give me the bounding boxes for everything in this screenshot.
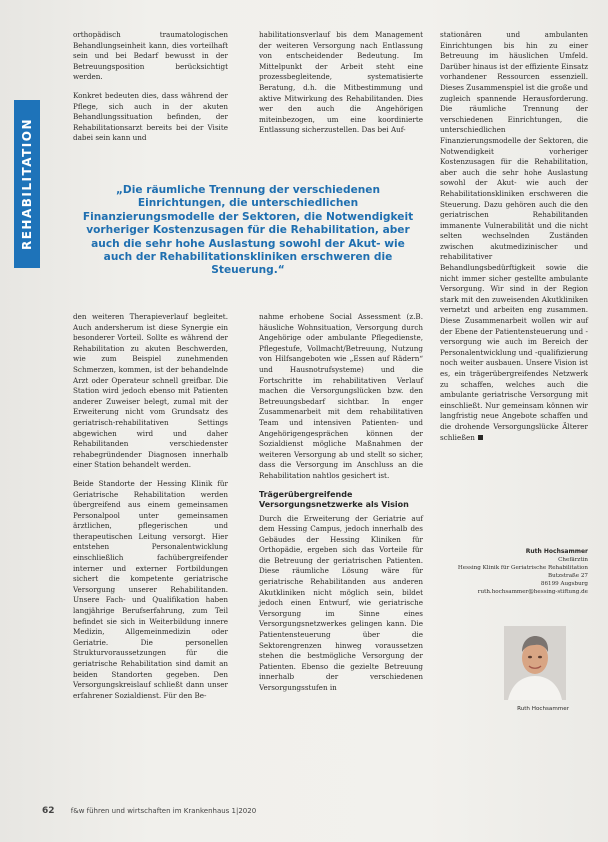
author-name: Ruth Hochsammer xyxy=(525,548,588,555)
page-footer xyxy=(42,806,256,816)
author-photo xyxy=(504,626,566,700)
author-box xyxy=(440,548,588,596)
paragraph: habilitationsverlauf bis dem Management der weiteren Versorgung nach Entlassung von entscheidender Bedeutung. Im Mittelpunkt der Arbeit steht eine prozessbegleitende, systematisierte Beratung, d.h. die Mitbestimmung und aktive Mitwirkung des Rehabilitanden. Dies wer den auch die Angehörigen miteinbezogen, um eine koordinierte Entlassung sicherzustellen. Das bei Auf- xyxy=(259,30,423,135)
paragraph: Konkret bedeuten dies, dass während der Pflege, sich auch in der akuten Behandlungssituation befinden, der Rehabilitationsarzt bereits bei der Visite dabei sein kann und xyxy=(73,90,228,143)
paragraph: orthopädisch traumatologischen Behandlungseinheit kann, dies vorteilhaft sein und bei Bedarf bewusst in der Betreuungsposition berücksichtigt werden. xyxy=(73,30,228,82)
photo-caption: Ruth Hochsammer xyxy=(517,706,569,712)
page-number: 62 xyxy=(42,806,55,816)
column-2-bottom xyxy=(259,312,423,702)
section-subheading: Trägerübergreifende Versorgungsnetzwerke als Vision xyxy=(259,489,409,509)
publication-name: f&w führen und wirtschaften im Krankenhaus 1|2020 xyxy=(70,807,257,815)
paragraph: Durch die Erweiterung der Geriatrie auf dem Hessing Campus, jedoch innerhalb des Gebäudes der Hessing Kliniken für Orthopädie, ergeben sich das Vorteile für die Betreuung der geriatrischen Patienten. Diese räumliche Lösung wäre für geriatrische Rehabilitanden aus anderen Akutkliniken nicht möglich sein, bildet jedoch einen Entwurf, wie geriatrische Versorgung im Sinne eines Versorgungsnetzwerkes gelingen kann. Die Patientensteuerung über die Sektorengrenzen hinweg voraussetzen stehen die bestmögliche Versorgung der Patienten. Ebenso die gezielte Betreuung innerhalb der verschiedenen Versorgungsstufen in xyxy=(259,513,423,692)
author-city: 86199 Augsburg xyxy=(540,581,588,587)
pull-quote: „Die räumliche Trennung der verschiedenen Einrichtungen, die unterschiedlichen Finanzierungsmodelle der Sektoren, die Notwendigkeit vorheriger Kostenzusagen für die Rehabilitation, aber auch die sehr hohe Auslastung sowohl der Akut- wie auch der Rehabilitationskliniken erschweren die Steuerung.“ xyxy=(82,184,414,277)
paragraph: nahme erhobene Social Assessment (z.B. häusliche Wohnsituation, Versorgung durch Angehörige oder ambulante Pflegedienste, Pflegestufe, Vollmacht/Betreuung, Nutzung von Hilfsangeboten wie „Essen auf Rädern“ und Hausnotrufsysteme) und die Fortschritte im rehabilitativen Verlauf machen die Versorgungslücken bzw. den Betreuungsbedarf sichtbar. In enger Zusammenarbeit mit dem rehabilitativen Team und intensiven Patienten- und Angehörigengesprächen können der Sozialdienst mögliche Maßnahmen der weiteren Versorgung ab und stellt so sicher, dass die Versorgung im Anschluss an die Rehabilitation nahtlos gesichert ist. xyxy=(259,312,423,480)
portrait-image xyxy=(504,626,566,700)
column-1-bottom xyxy=(73,312,228,709)
end-mark xyxy=(478,435,483,440)
paragraph-text: stationären und ambulanten Einrichtungen bis hin zu einer Betreuung im häuslichen Umfeld. Darüber hinaus ist der effiziente Einsatz vorhandener Ressourcen essenziell. Dieses Zusammenspiel ist die große und zugleich spannende Herausforderung. Die räumliche Trennung der verschiedenen Einrichtungen, die unterschiedlichen Finanzierungsmodelle der Sektoren, die Notwendigkeit vorheriger Kostenzusagen für die Rehabilitation, aber auch die sehr hohe Auslastung sowohl der Akut- wie auch der Rehabilitationskliniken erschweren die Steuerung. Dazu gehören auch die den geriatrischen Rehabilitanden immanente Vulnerabilität und die nicht selten wechselnden Zuständen zwischen akutmedizinischer und rehabilitativer Behandlungsbedürftigkeit sowie die nicht immer sicher gestellte ambulante Versorgung. Wir sind in der Region stark mit den zuweisenden Akutkliniken vernetzt und arbeiten eng zusammen. Diese Zusammenarbeit wollen wir auf der Ebene der Patientensteuerung und -versorgung wie auch im Bereich der Personalentwicklung und -qualifizierung noch weiter ausbauen. Unsere Vision ist es, ein trägerübergreifendes Netzwerk zu schaffen, welches auch die ambulante geriatrische Versorgung mit einschließt. Nur gemeinsam können wir langfristig neue Angebote schaffen und die drohende Versorgungslücke Älterer schließen xyxy=(440,30,588,442)
section-tab-label: REHABILITATION xyxy=(20,118,34,250)
column-2-top xyxy=(259,30,423,144)
author-role: Chefärztin xyxy=(558,557,588,563)
author-org: Hessing Klinik für Geriatrische Rehabilitation xyxy=(457,565,588,571)
author-street: Butzstraße 27 xyxy=(548,573,588,579)
column-1-top xyxy=(73,30,228,152)
paragraph: den weiteren Therapieverlauf begleitet. Auch andersherum ist diese Synergie ein besonderer Vorteil. Sollte es während der Rehabilitation zu akuten Beschwerden, wie zum Beispiel zunehmenden Schmerzen, kommen, ist der behandelnde Arzt oder Operateur schnell greifbar. Die Station wird jedoch ebenso mit Patienten anderer Zuweiser belegt, zumal mit der Erweiterung nicht vom Grundsatz des geriatrisch-rehabilitativen Settings abgewichen wird und daher Rehabilitanden verschiedenster rehabegründender Diagnosen innerhalb einer Station behandelt werden. xyxy=(73,312,228,470)
paragraph xyxy=(440,30,588,443)
author-email: ruth.hochsammer@hessing-stiftung.de xyxy=(477,589,588,595)
section-tab xyxy=(14,100,40,268)
column-3 xyxy=(440,30,588,451)
paragraph: Beide Standorte der Hessing Klinik für Geriatrische Rehabilitation werden übergreifend aus einem gemeinsamen Personalpool unter gemeinsamen ärztlichen, pflegerischen und therapeutischen Leitung versorgt. Hier entstehen Personalentwicklung einschließlich fachübergreifender interner und externer Fortbildungen sichert die kompetente geriatrische Versorgung unserer Rehabilitanden. Unsere Fach- und Qualifikation haben langjährige Berufserfahrung, zum Teil befindet sie sich in Weiterbildung innere Medizin, Allgemeinmedizin oder Geriatrie. Die personellen Strukturvoraussetzungen für die geriatrische Rehabilitation sind damit an beiden Standorten gegeben. Den Versorgungskreislauf schließt dann unser erfahrener Sozialdienst. Für den Be- xyxy=(73,478,228,700)
